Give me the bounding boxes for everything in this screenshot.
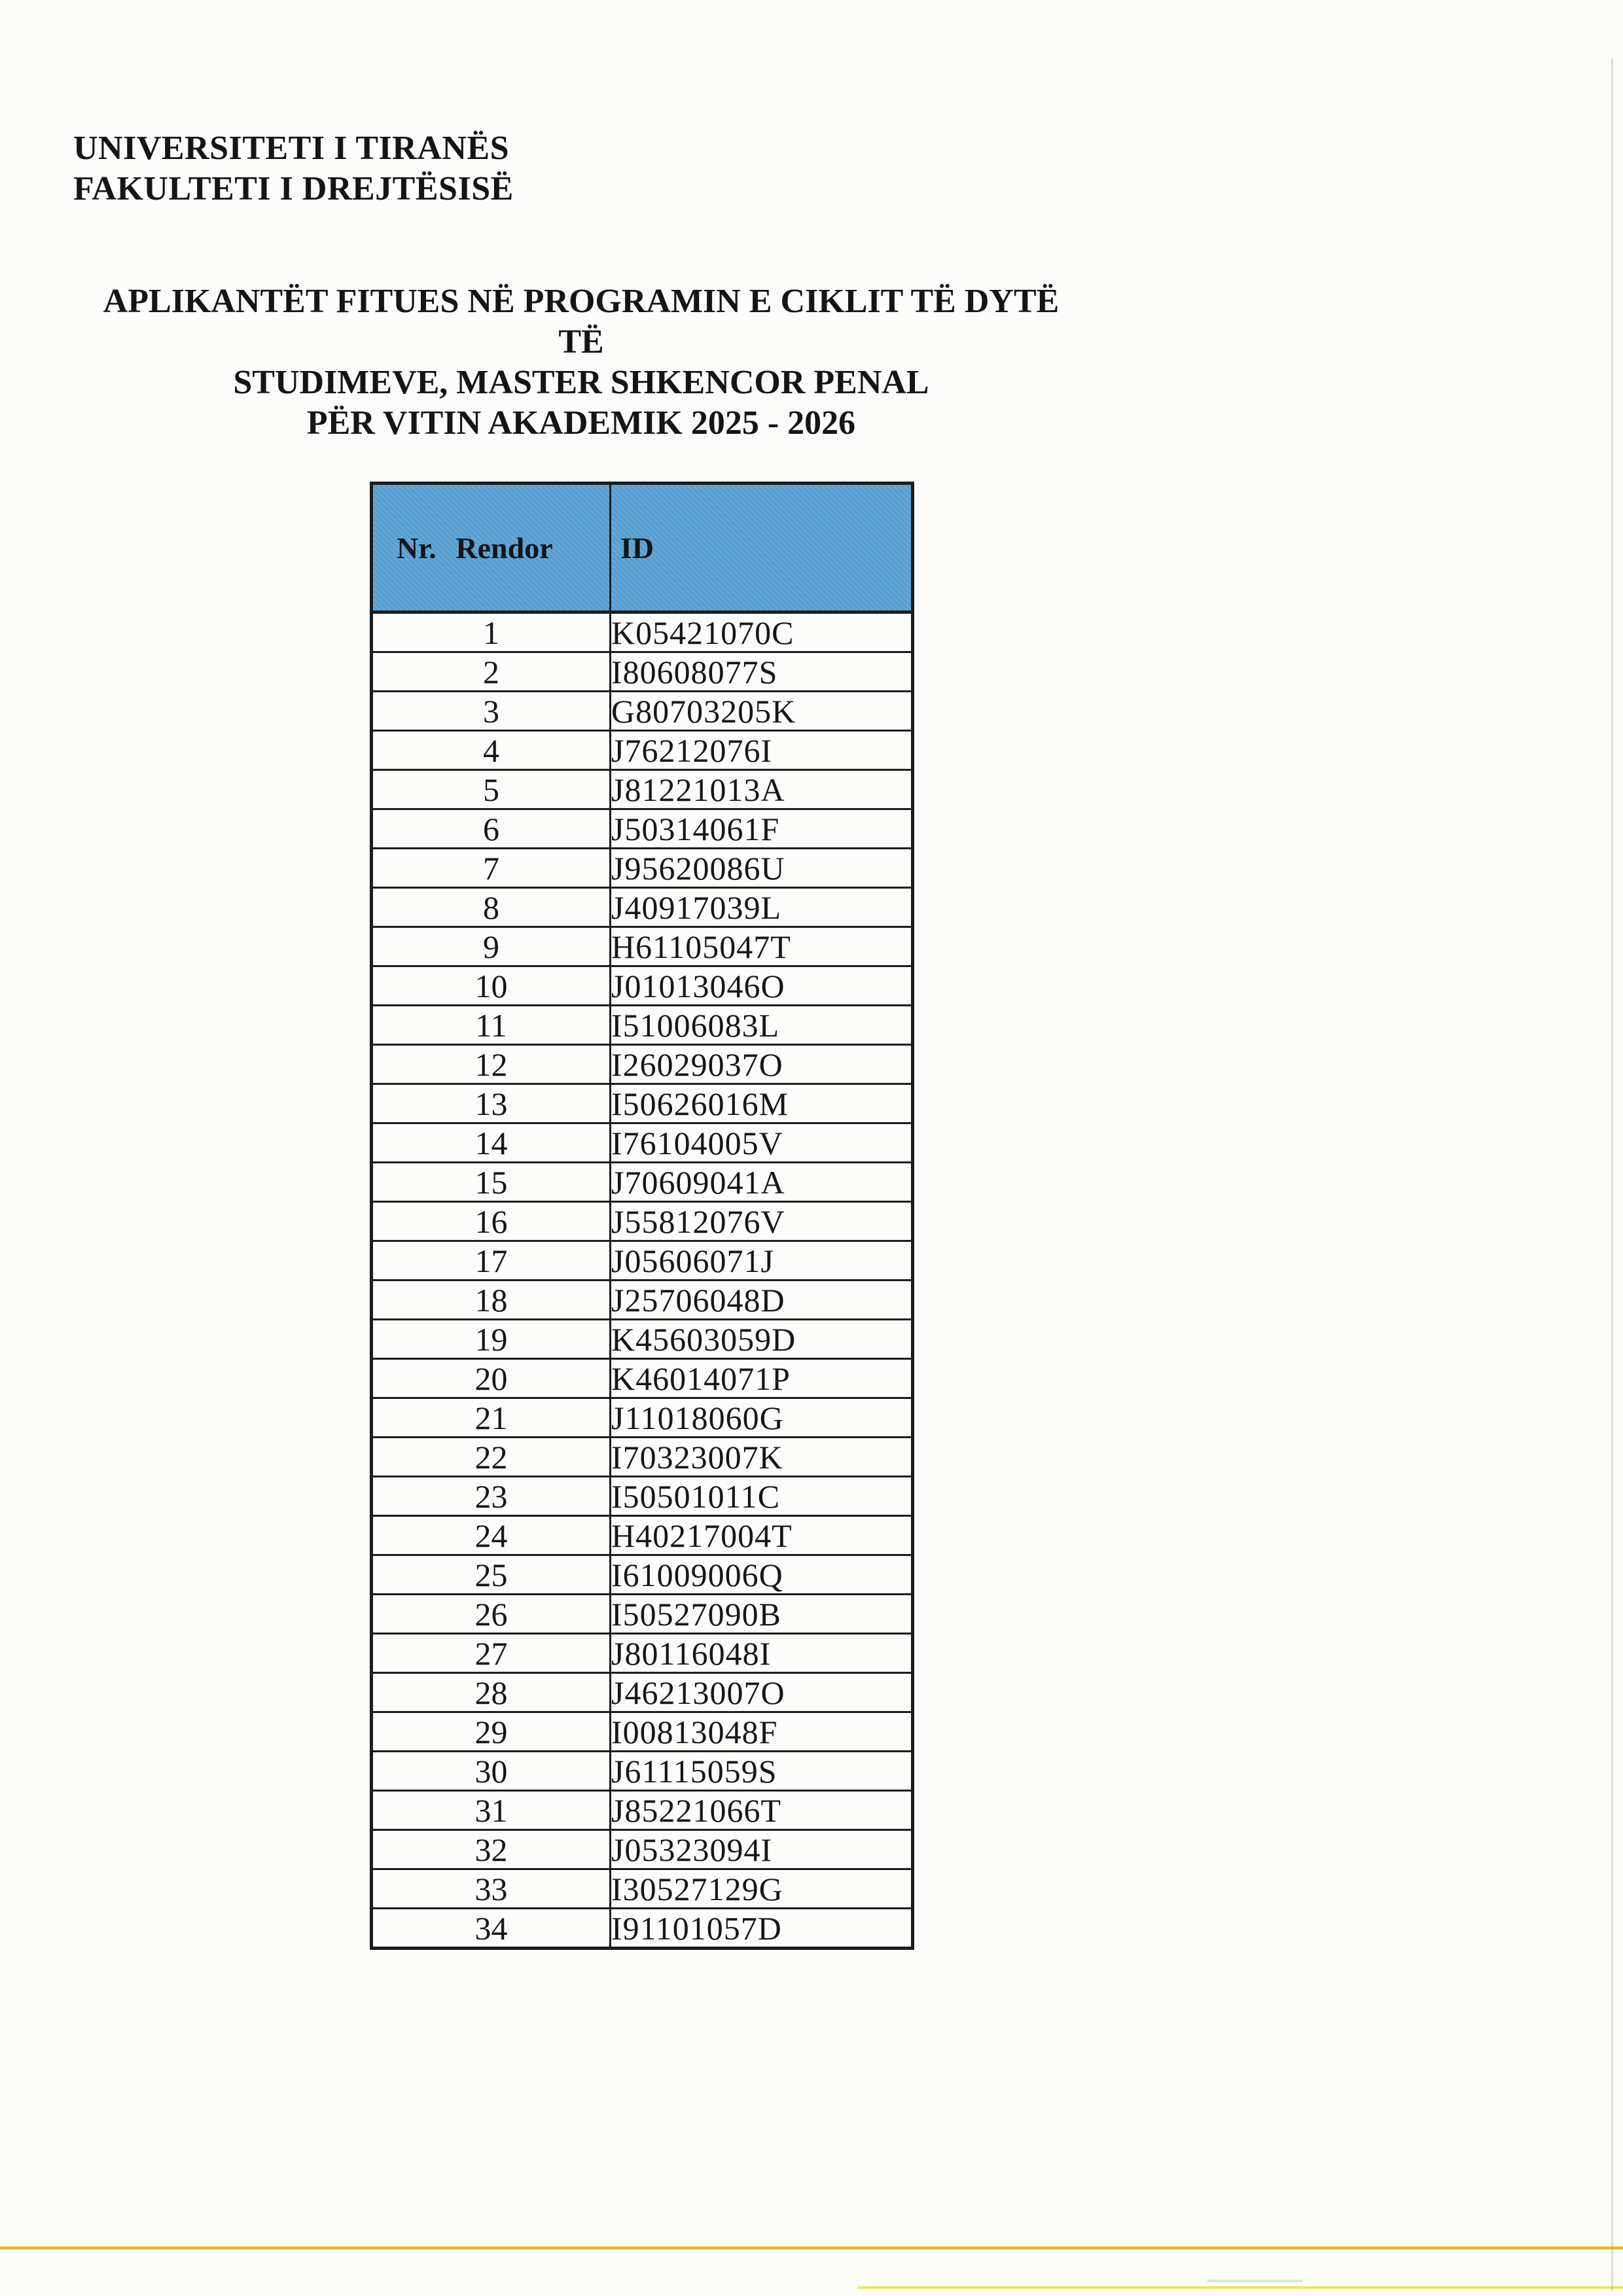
nr-rendor-cell: 4 — [372, 731, 611, 770]
applicant-id-cell: J01013046O — [611, 966, 913, 1006]
table-row — [372, 652, 913, 692]
applicant-id-cell: J05323094I — [611, 1830, 913, 1869]
nr-rendor-cell: 34 — [372, 1909, 611, 1949]
applicant-id-cell: K46014071P — [611, 1359, 913, 1398]
nr-rendor-cell: 26 — [372, 1595, 611, 1634]
nr-rendor-cell: 9 — [372, 927, 611, 966]
applicant-id-cell: J61115059S — [611, 1752, 913, 1791]
table-row — [372, 1359, 913, 1398]
applicant-id-cell: K45603059D — [611, 1320, 913, 1359]
table-row — [372, 1123, 913, 1163]
document-title-line-1: APLIKANTËT FITUES NË PROGRAMIN E CIKLIT TË DYTË TË — [103, 283, 1060, 361]
scan-artifact-right-edge-line — [1611, 59, 1613, 2290]
applicant-id-cell: J81221013A — [611, 770, 913, 809]
nr-rendor-cell: 8 — [372, 888, 611, 927]
table-row — [372, 1909, 913, 1949]
institution-name: UNIVERSITETI I TIRANËS — [73, 130, 510, 167]
results-table — [370, 482, 914, 1950]
applicant-id-cell: I61009006Q — [611, 1555, 913, 1595]
table-row — [372, 1320, 913, 1359]
table-row — [372, 1791, 913, 1830]
nr-rendor-cell: 31 — [372, 1791, 611, 1830]
document-title-line-3: PËR VITIN AKADEMIK 2025 - 2026 — [306, 404, 856, 442]
table-row — [372, 692, 913, 731]
table-row — [372, 1869, 913, 1909]
nr-rendor-cell: 22 — [372, 1438, 611, 1477]
table-row — [372, 849, 913, 888]
table-row — [372, 1045, 913, 1084]
table-row — [372, 927, 913, 966]
applicant-id-cell: J25706048D — [611, 1280, 913, 1320]
table-row — [372, 1555, 913, 1595]
nr-rendor-cell: 11 — [372, 1006, 611, 1045]
nr-rendor-cell: 28 — [372, 1673, 611, 1712]
table-row — [372, 1006, 913, 1045]
table-row — [372, 1438, 913, 1477]
applicant-id-cell: I30527129G — [611, 1869, 913, 1909]
applicant-id-cell: I70323007K — [611, 1438, 913, 1477]
applicant-id-cell: I50626016M — [611, 1084, 913, 1123]
results-table-header — [372, 484, 913, 612]
nr-rendor-cell: 32 — [372, 1830, 611, 1869]
applicant-id-cell: J76212076I — [611, 731, 913, 770]
nr-rendor-cell: 10 — [372, 966, 611, 1006]
table-row — [372, 770, 913, 809]
scan-artifact-blue-smudge — [1207, 2280, 1302, 2282]
applicant-id-cell: I50527090B — [611, 1595, 913, 1634]
applicant-id-cell: J40917039L — [611, 888, 913, 927]
table-row — [372, 888, 913, 927]
applicant-id-cell: I80608077S — [611, 652, 913, 692]
applicant-id-cell: J80116048I — [611, 1634, 913, 1673]
nr-rendor-cell: 12 — [372, 1045, 611, 1084]
nr-rendor-cell: 33 — [372, 1869, 611, 1909]
applicant-id-cell: H61105047T — [611, 927, 913, 966]
table-row — [372, 1634, 913, 1673]
applicant-id-cell: I76104005V — [611, 1123, 913, 1163]
table-row — [372, 1241, 913, 1280]
header-row — [372, 484, 913, 612]
table-row — [372, 1398, 913, 1438]
applicant-id-cell: J50314061F — [611, 809, 913, 849]
table-row — [372, 731, 913, 770]
nr-rendor-cell: 6 — [372, 809, 611, 849]
nr-rendor-cell: 27 — [372, 1634, 611, 1673]
nr-rendor-cell: 20 — [372, 1359, 611, 1398]
applicant-id-cell: J55812076V — [611, 1202, 913, 1241]
scan-artifact-pale-yellow-line — [857, 2286, 1623, 2289]
document-title — [84, 281, 1079, 444]
applicant-id-cell: J85221066T — [611, 1791, 913, 1830]
applicant-id-cell: J05606071J — [611, 1241, 913, 1280]
table-row — [372, 1084, 913, 1123]
nr-rendor-cell: 3 — [372, 692, 611, 731]
nr-rendor-cell: 16 — [372, 1202, 611, 1241]
nr-rendor-cell: 7 — [372, 849, 611, 888]
applicant-id-cell: J95620086U — [611, 849, 913, 888]
applicant-id-cell: I00813048F — [611, 1712, 913, 1752]
nr-rendor-cell: 30 — [372, 1752, 611, 1791]
column-header-id: ID — [611, 484, 913, 612]
applicant-id-cell: J46213007O — [611, 1673, 913, 1712]
table-row — [372, 612, 913, 652]
table-row — [372, 1673, 913, 1712]
applicant-id-cell: H40217004T — [611, 1516, 913, 1555]
nr-rendor-cell: 1 — [372, 612, 611, 652]
table-row — [372, 1830, 913, 1869]
table-row — [372, 1516, 913, 1555]
table-row — [372, 809, 913, 849]
nr-rendor-cell: 18 — [372, 1280, 611, 1320]
nr-rendor-cell: 14 — [372, 1123, 611, 1163]
applicant-id-cell: J11018060G — [611, 1398, 913, 1438]
column-header-nr-rendor: Nr. Rendor — [372, 484, 611, 612]
applicant-id-cell: I91101057D — [611, 1909, 913, 1949]
applicant-id-cell: I51006083L — [611, 1006, 913, 1045]
nr-rendor-cell: 24 — [372, 1516, 611, 1555]
nr-rendor-cell: 21 — [372, 1398, 611, 1438]
nr-rendor-cell: 2 — [372, 652, 611, 692]
nr-rendor-cell: 19 — [372, 1320, 611, 1359]
table-row — [372, 1477, 913, 1516]
nr-rendor-cell: 5 — [372, 770, 611, 809]
applicant-id-cell: J70609041A — [611, 1163, 913, 1202]
faculty-name: FAKULTETI I DREJTËSISË — [73, 170, 514, 207]
table-row — [372, 1752, 913, 1791]
organisation-header — [73, 128, 514, 209]
nr-rendor-cell: 17 — [372, 1241, 611, 1280]
results-table-body — [372, 612, 913, 1949]
nr-rendor-cell: 25 — [372, 1555, 611, 1595]
scan-artifact-gold-line — [0, 2246, 1623, 2250]
document-title-line-2: STUDIMEVE, MASTER SHKENCOR PENAL — [233, 364, 929, 401]
applicant-id-cell: K05421070C — [611, 612, 913, 652]
applicant-id-cell: I26029037O — [611, 1045, 913, 1084]
nr-rendor-cell: 15 — [372, 1163, 611, 1202]
nr-rendor-cell: 13 — [372, 1084, 611, 1123]
table-row — [372, 1202, 913, 1241]
table-row — [372, 1163, 913, 1202]
nr-rendor-cell: 29 — [372, 1712, 611, 1752]
applicant-id-cell: G80703205K — [611, 692, 913, 731]
table-row — [372, 966, 913, 1006]
applicant-id-cell: I50501011C — [611, 1477, 913, 1516]
table-row — [372, 1595, 913, 1634]
nr-rendor-cell: 23 — [372, 1477, 611, 1516]
table-row — [372, 1280, 913, 1320]
table-row — [372, 1712, 913, 1752]
